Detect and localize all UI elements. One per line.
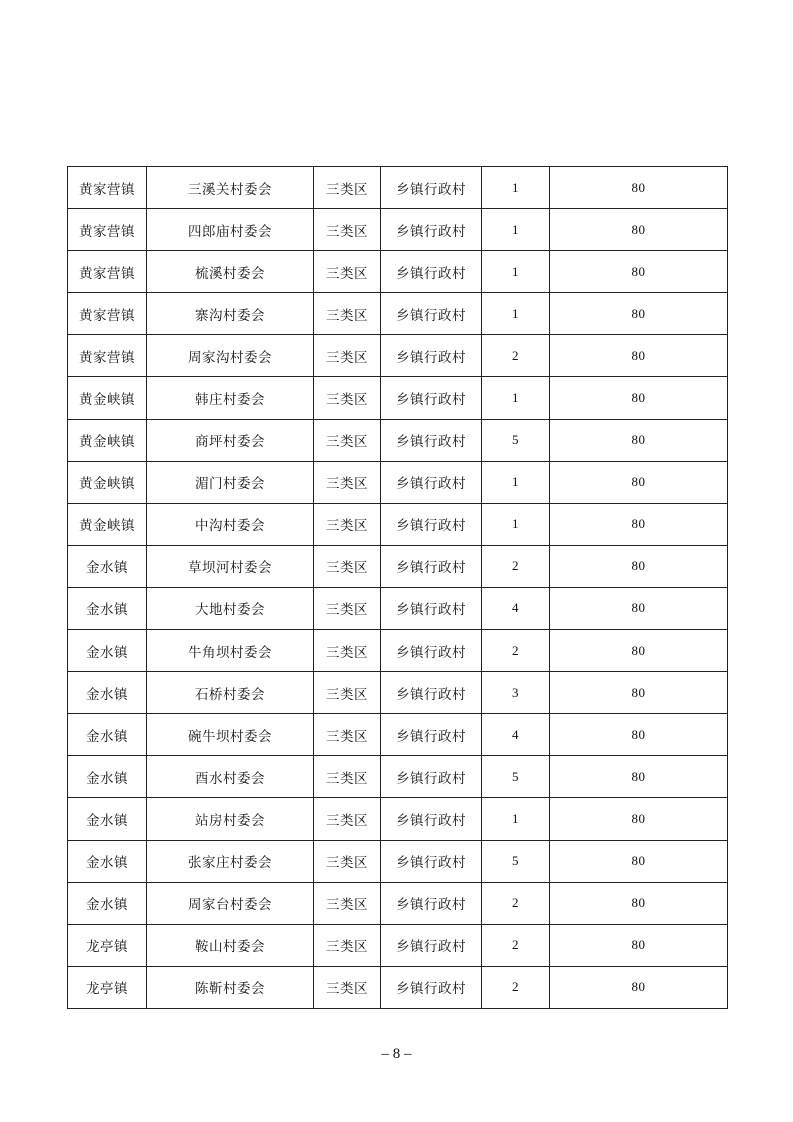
zone-cell: 三类区 xyxy=(314,377,381,419)
count-cell: 5 xyxy=(482,756,550,798)
town-cell: 黄家营镇 xyxy=(68,335,147,377)
village-cell: 梳溪村委会 xyxy=(147,251,314,293)
town-cell: 黄家营镇 xyxy=(68,293,147,335)
value-cell: 80 xyxy=(550,882,728,924)
type-cell: 乡镇行政村 xyxy=(381,630,482,672)
zone-cell: 三类区 xyxy=(314,714,381,756)
type-cell: 乡镇行政村 xyxy=(381,461,482,503)
count-cell: 1 xyxy=(482,167,550,209)
value-cell: 80 xyxy=(550,503,728,545)
page-number: – 8 – xyxy=(381,1046,412,1062)
type-cell: 乡镇行政村 xyxy=(381,756,482,798)
village-cell: 草坝河村委会 xyxy=(147,545,314,587)
town-cell: 龙亭镇 xyxy=(68,966,147,1008)
table-row xyxy=(68,419,728,461)
zone-cell: 三类区 xyxy=(314,924,381,966)
village-cell: 牛角坝村委会 xyxy=(147,630,314,672)
type-cell: 乡镇行政村 xyxy=(381,882,482,924)
type-cell: 乡镇行政村 xyxy=(381,545,482,587)
table-row xyxy=(68,377,728,419)
value-cell: 80 xyxy=(550,545,728,587)
zone-cell: 三类区 xyxy=(314,419,381,461)
table-row xyxy=(68,293,728,335)
town-cell: 黄金峡镇 xyxy=(68,503,147,545)
type-cell: 乡镇行政村 xyxy=(381,924,482,966)
value-cell: 80 xyxy=(550,335,728,377)
count-cell: 3 xyxy=(482,672,550,714)
table-row xyxy=(68,251,728,293)
value-cell: 80 xyxy=(550,966,728,1008)
type-cell: 乡镇行政村 xyxy=(381,966,482,1008)
village-cell: 三溪关村委会 xyxy=(147,167,314,209)
town-cell: 龙亭镇 xyxy=(68,924,147,966)
zone-cell: 三类区 xyxy=(314,630,381,672)
count-cell: 1 xyxy=(482,251,550,293)
type-cell: 乡镇行政村 xyxy=(381,251,482,293)
table-row xyxy=(68,167,728,209)
value-cell: 80 xyxy=(550,840,728,882)
value-cell: 80 xyxy=(550,251,728,293)
table-row xyxy=(68,714,728,756)
count-cell: 2 xyxy=(482,882,550,924)
type-cell: 乡镇行政村 xyxy=(381,714,482,756)
count-cell: 5 xyxy=(482,840,550,882)
zone-cell: 三类区 xyxy=(314,293,381,335)
town-cell: 黄金峡镇 xyxy=(68,419,147,461)
count-cell: 4 xyxy=(482,714,550,756)
town-cell: 黄金峡镇 xyxy=(68,461,147,503)
town-cell: 金水镇 xyxy=(68,840,147,882)
type-cell: 乡镇行政村 xyxy=(381,840,482,882)
value-cell: 80 xyxy=(550,377,728,419)
type-cell: 乡镇行政村 xyxy=(381,503,482,545)
village-cell: 周家台村委会 xyxy=(147,882,314,924)
zone-cell: 三类区 xyxy=(314,882,381,924)
village-cell: 韩庄村委会 xyxy=(147,377,314,419)
value-cell: 80 xyxy=(550,672,728,714)
value-cell: 80 xyxy=(550,714,728,756)
town-cell: 黄家营镇 xyxy=(68,251,147,293)
type-cell: 乡镇行政村 xyxy=(381,293,482,335)
value-cell: 80 xyxy=(550,461,728,503)
town-cell: 黄家营镇 xyxy=(68,167,147,209)
village-cell: 碗牛坝村委会 xyxy=(147,714,314,756)
village-cell: 陈靳村委会 xyxy=(147,966,314,1008)
zone-cell: 三类区 xyxy=(314,756,381,798)
table-body xyxy=(68,167,728,1009)
count-cell: 1 xyxy=(482,798,550,840)
town-cell: 黄金峡镇 xyxy=(68,377,147,419)
zone-cell: 三类区 xyxy=(314,545,381,587)
town-cell: 金水镇 xyxy=(68,714,147,756)
table-row xyxy=(68,672,728,714)
village-cell: 四郎庙村委会 xyxy=(147,209,314,251)
value-cell: 80 xyxy=(550,756,728,798)
village-cell: 寨沟村委会 xyxy=(147,293,314,335)
table-row xyxy=(68,503,728,545)
town-cell: 金水镇 xyxy=(68,587,147,629)
zone-cell: 三类区 xyxy=(314,587,381,629)
type-cell: 乡镇行政村 xyxy=(381,672,482,714)
village-cell: 鞍山村委会 xyxy=(147,924,314,966)
zone-cell: 三类区 xyxy=(314,167,381,209)
table-row xyxy=(68,798,728,840)
count-cell: 1 xyxy=(482,209,550,251)
village-cell: 周家沟村委会 xyxy=(147,335,314,377)
town-cell: 金水镇 xyxy=(68,756,147,798)
zone-cell: 三类区 xyxy=(314,840,381,882)
zone-cell: 三类区 xyxy=(314,672,381,714)
zone-cell: 三类区 xyxy=(314,251,381,293)
type-cell: 乡镇行政村 xyxy=(381,209,482,251)
value-cell: 80 xyxy=(550,209,728,251)
type-cell: 乡镇行政村 xyxy=(381,167,482,209)
village-cell: 张家庄村委会 xyxy=(147,840,314,882)
count-cell: 1 xyxy=(482,503,550,545)
village-table xyxy=(67,166,728,1009)
zone-cell: 三类区 xyxy=(314,503,381,545)
town-cell: 黄家营镇 xyxy=(68,209,147,251)
town-cell: 金水镇 xyxy=(68,672,147,714)
count-cell: 5 xyxy=(482,419,550,461)
table-row xyxy=(68,756,728,798)
type-cell: 乡镇行政村 xyxy=(381,419,482,461)
value-cell: 80 xyxy=(550,587,728,629)
count-cell: 2 xyxy=(482,630,550,672)
village-cell: 商坪村委会 xyxy=(147,419,314,461)
table-row xyxy=(68,461,728,503)
table-row xyxy=(68,209,728,251)
value-cell: 80 xyxy=(550,293,728,335)
count-cell: 1 xyxy=(482,377,550,419)
value-cell: 80 xyxy=(550,798,728,840)
zone-cell: 三类区 xyxy=(314,966,381,1008)
zone-cell: 三类区 xyxy=(314,798,381,840)
table-row xyxy=(68,882,728,924)
village-cell: 酉水村委会 xyxy=(147,756,314,798)
type-cell: 乡镇行政村 xyxy=(381,587,482,629)
town-cell: 金水镇 xyxy=(68,545,147,587)
type-cell: 乡镇行政村 xyxy=(381,335,482,377)
value-cell: 80 xyxy=(550,167,728,209)
town-cell: 金水镇 xyxy=(68,882,147,924)
count-cell: 2 xyxy=(482,966,550,1008)
zone-cell: 三类区 xyxy=(314,209,381,251)
table-row xyxy=(68,335,728,377)
value-cell: 80 xyxy=(550,630,728,672)
table-row xyxy=(68,924,728,966)
value-cell: 80 xyxy=(550,419,728,461)
table-row xyxy=(68,545,728,587)
village-cell: 站房村委会 xyxy=(147,798,314,840)
table-row xyxy=(68,966,728,1008)
town-cell: 金水镇 xyxy=(68,630,147,672)
zone-cell: 三类区 xyxy=(314,461,381,503)
count-cell: 2 xyxy=(482,545,550,587)
type-cell: 乡镇行政村 xyxy=(381,798,482,840)
value-cell: 80 xyxy=(550,924,728,966)
zone-cell: 三类区 xyxy=(314,335,381,377)
village-cell: 湄门村委会 xyxy=(147,461,314,503)
count-cell: 2 xyxy=(482,924,550,966)
count-cell: 4 xyxy=(482,587,550,629)
table-row xyxy=(68,840,728,882)
village-cell: 中沟村委会 xyxy=(147,503,314,545)
town-cell: 金水镇 xyxy=(68,798,147,840)
count-cell: 1 xyxy=(482,461,550,503)
village-cell: 石桥村委会 xyxy=(147,672,314,714)
village-cell: 大地村委会 xyxy=(147,587,314,629)
count-cell: 1 xyxy=(482,293,550,335)
type-cell: 乡镇行政村 xyxy=(381,377,482,419)
table-row xyxy=(68,630,728,672)
table-row xyxy=(68,587,728,629)
count-cell: 2 xyxy=(482,335,550,377)
